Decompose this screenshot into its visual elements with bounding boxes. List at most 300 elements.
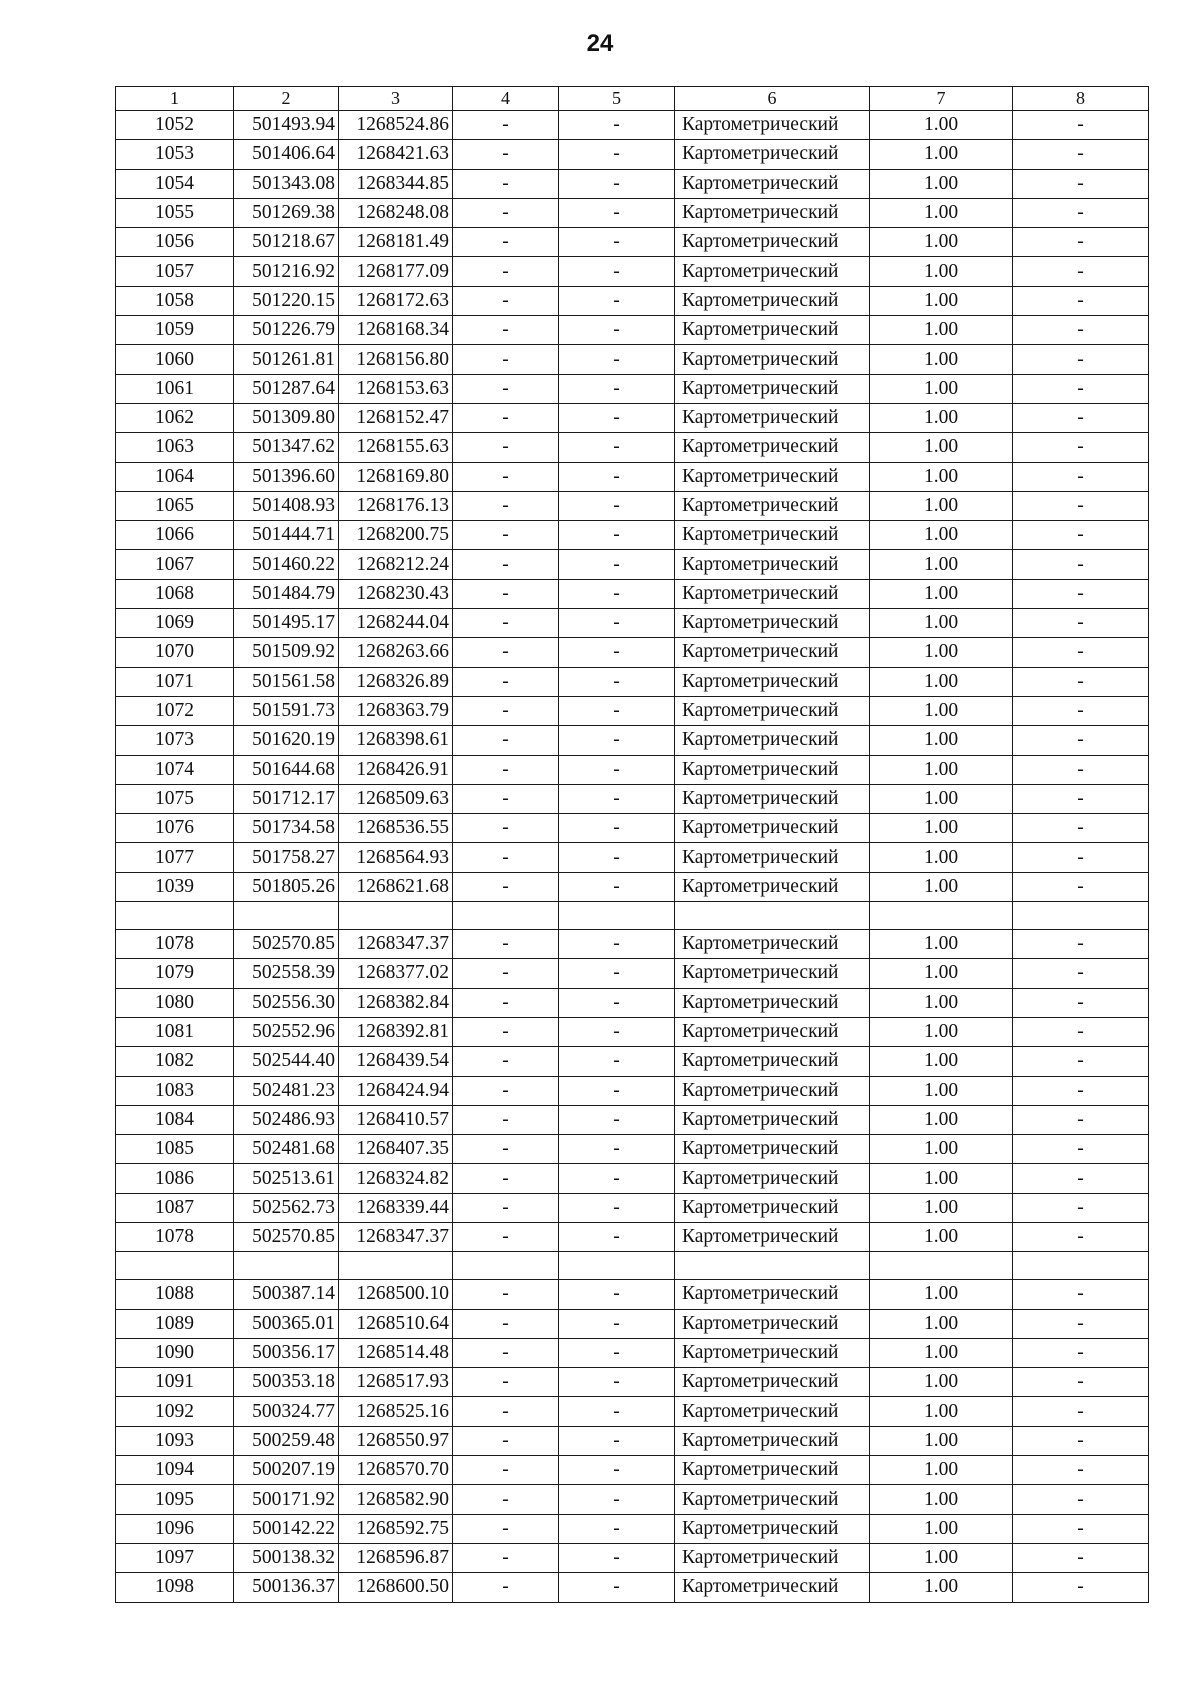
col-4-cell: -	[453, 1514, 559, 1543]
coord-y-cell: 1268363.79	[339, 696, 453, 725]
coord-x-cell: 501712.17	[234, 784, 339, 813]
coord-y-cell: 1268424.94	[339, 1076, 453, 1105]
col-5-cell: -	[559, 1514, 675, 1543]
column-header: 8	[1013, 87, 1149, 111]
col-8-cell	[1013, 902, 1149, 930]
table-row	[116, 1309, 1149, 1338]
col-8-cell: -	[1013, 257, 1149, 286]
table-row	[116, 814, 1149, 843]
col-4-cell: -	[453, 930, 559, 959]
coord-y-cell: 1268230.43	[339, 579, 453, 608]
method-cell: Картометрический	[675, 1135, 870, 1164]
point-number-cell: 1078	[116, 930, 234, 959]
accuracy-cell: 1.00	[870, 726, 1013, 755]
accuracy-cell: 1.00	[870, 1338, 1013, 1367]
table-row	[116, 1076, 1149, 1105]
coord-y-cell: 1268181.49	[339, 228, 453, 257]
col-4-cell: -	[453, 959, 559, 988]
coord-x-cell: 501493.94	[234, 111, 339, 140]
coord-y-cell: 1268377.02	[339, 959, 453, 988]
table-row	[116, 374, 1149, 403]
col-4-cell: -	[453, 814, 559, 843]
table-row	[116, 1397, 1149, 1426]
coord-y-cell: 1268517.93	[339, 1368, 453, 1397]
col-8-cell: -	[1013, 462, 1149, 491]
accuracy-cell: 1.00	[870, 814, 1013, 843]
table-row	[116, 696, 1149, 725]
point-number-cell: 1056	[116, 228, 234, 257]
col-8-cell: -	[1013, 1573, 1149, 1602]
accuracy-cell	[870, 902, 1013, 930]
method-cell: Картометрический	[675, 755, 870, 784]
col-4-cell: -	[453, 1338, 559, 1367]
col-8-cell: -	[1013, 403, 1149, 432]
col-5-cell: -	[559, 1280, 675, 1309]
coord-y-cell: 1268536.55	[339, 814, 453, 843]
col-5-cell: -	[559, 1338, 675, 1367]
table-row	[116, 345, 1149, 374]
col-5-cell: -	[559, 959, 675, 988]
col-5-cell: -	[559, 726, 675, 755]
col-4-cell: -	[453, 433, 559, 462]
coord-x-cell: 501805.26	[234, 872, 339, 901]
col-5-cell: -	[559, 1222, 675, 1251]
coord-x-cell: 501495.17	[234, 609, 339, 638]
col-5-cell: -	[559, 1193, 675, 1222]
col-5-cell: -	[559, 228, 675, 257]
point-number-cell: 1060	[116, 345, 234, 374]
point-number-cell: 1087	[116, 1193, 234, 1222]
col-5-cell: -	[559, 521, 675, 550]
coord-y-cell: 1268570.70	[339, 1456, 453, 1485]
col-8-cell: -	[1013, 198, 1149, 227]
col-8-cell: -	[1013, 1397, 1149, 1426]
table-row	[116, 316, 1149, 345]
col-5-cell: -	[559, 198, 675, 227]
method-cell: Картометрический	[675, 726, 870, 755]
coord-x-cell: 501620.19	[234, 726, 339, 755]
col-5-cell: -	[559, 1309, 675, 1338]
accuracy-cell: 1.00	[870, 1573, 1013, 1602]
col-8-cell: -	[1013, 609, 1149, 638]
point-number-cell: 1073	[116, 726, 234, 755]
method-cell: Картометрический	[675, 1485, 870, 1514]
col-8-cell: -	[1013, 1485, 1149, 1514]
col-4-cell: -	[453, 1485, 559, 1514]
col-5-cell: -	[559, 1047, 675, 1076]
col-5-cell: -	[559, 491, 675, 520]
col-4-cell: -	[453, 609, 559, 638]
method-cell: Картометрический	[675, 1456, 870, 1485]
point-number-cell: 1057	[116, 257, 234, 286]
point-number-cell: 1094	[116, 1456, 234, 1485]
point-number-cell: 1062	[116, 403, 234, 432]
point-number-cell: 1053	[116, 140, 234, 169]
accuracy-cell: 1.00	[870, 462, 1013, 491]
method-cell	[675, 1252, 870, 1280]
col-4-cell: -	[453, 286, 559, 315]
column-header: 4	[453, 87, 559, 111]
col-5-cell: -	[559, 550, 675, 579]
col-4-cell: -	[453, 345, 559, 374]
table-row	[116, 959, 1149, 988]
table-row	[116, 755, 1149, 784]
accuracy-cell: 1.00	[870, 1456, 1013, 1485]
table-row	[116, 988, 1149, 1017]
coord-y-cell: 1268550.97	[339, 1426, 453, 1455]
table-row	[116, 1105, 1149, 1134]
col-8-cell: -	[1013, 169, 1149, 198]
method-cell: Картометрический	[675, 403, 870, 432]
col-8-cell: -	[1013, 1543, 1149, 1572]
point-number-cell: 1080	[116, 988, 234, 1017]
point-number-cell: 1054	[116, 169, 234, 198]
col-4-cell: -	[453, 1105, 559, 1134]
coord-x-cell: 500138.32	[234, 1543, 339, 1572]
coord-x-cell: 501509.92	[234, 638, 339, 667]
accuracy-cell: 1.00	[870, 1164, 1013, 1193]
col-5-cell: -	[559, 755, 675, 784]
point-number-cell: 1059	[116, 316, 234, 345]
coord-y-cell: 1268248.08	[339, 198, 453, 227]
coord-y-cell: 1268212.24	[339, 550, 453, 579]
table-row	[116, 403, 1149, 432]
accuracy-cell	[870, 1252, 1013, 1280]
col-8-cell: -	[1013, 1193, 1149, 1222]
accuracy-cell: 1.00	[870, 1309, 1013, 1338]
col-8-cell: -	[1013, 1426, 1149, 1455]
col-5-cell: -	[559, 843, 675, 872]
method-cell: Картометрический	[675, 1017, 870, 1046]
coord-x-cell: 501226.79	[234, 316, 339, 345]
coord-x-cell: 502513.61	[234, 1164, 339, 1193]
method-cell: Картометрический	[675, 521, 870, 550]
coord-y-cell: 1268263.66	[339, 638, 453, 667]
col-4-cell: -	[453, 696, 559, 725]
col-8-cell: -	[1013, 374, 1149, 403]
table-row	[116, 1338, 1149, 1367]
col-5-cell: -	[559, 316, 675, 345]
accuracy-cell: 1.00	[870, 930, 1013, 959]
accuracy-cell: 1.00	[870, 316, 1013, 345]
col-4-cell: -	[453, 1456, 559, 1485]
col-4-cell: -	[453, 1135, 559, 1164]
accuracy-cell: 1.00	[870, 1368, 1013, 1397]
coord-y-cell: 1268168.34	[339, 316, 453, 345]
col-8-cell: -	[1013, 111, 1149, 140]
col-4-cell: -	[453, 1397, 559, 1426]
method-cell: Картометрический	[675, 638, 870, 667]
col-5-cell: -	[559, 872, 675, 901]
col-4-cell: -	[453, 1193, 559, 1222]
table-row	[116, 1368, 1149, 1397]
col-4-cell: -	[453, 726, 559, 755]
point-number-cell: 1088	[116, 1280, 234, 1309]
table-row	[116, 609, 1149, 638]
col-4-cell: -	[453, 550, 559, 579]
point-number-cell: 1098	[116, 1573, 234, 1602]
method-cell: Картометрический	[675, 169, 870, 198]
method-cell	[675, 902, 870, 930]
separator-row	[116, 902, 1149, 930]
coord-y-cell: 1268564.93	[339, 843, 453, 872]
point-number-cell: 1077	[116, 843, 234, 872]
coord-x-cell: 502570.85	[234, 930, 339, 959]
col-8-cell: -	[1013, 1309, 1149, 1338]
point-number-cell: 1052	[116, 111, 234, 140]
table-row	[116, 140, 1149, 169]
col-8-cell: -	[1013, 814, 1149, 843]
method-cell: Картометрический	[675, 1280, 870, 1309]
coord-y-cell: 1268439.54	[339, 1047, 453, 1076]
coord-x-cell: 501460.22	[234, 550, 339, 579]
point-number-cell: 1079	[116, 959, 234, 988]
coord-x-cell: 501216.92	[234, 257, 339, 286]
col-5-cell: -	[559, 345, 675, 374]
accuracy-cell: 1.00	[870, 609, 1013, 638]
accuracy-cell: 1.00	[870, 784, 1013, 813]
accuracy-cell: 1.00	[870, 696, 1013, 725]
accuracy-cell: 1.00	[870, 579, 1013, 608]
method-cell: Картометрический	[675, 609, 870, 638]
col-4-cell: -	[453, 784, 559, 813]
point-number-cell: 1055	[116, 198, 234, 227]
coord-x-cell: 501287.64	[234, 374, 339, 403]
table-row	[116, 462, 1149, 491]
table-row	[116, 1456, 1149, 1485]
coord-x-cell: 502556.30	[234, 988, 339, 1017]
col-5-cell: -	[559, 140, 675, 169]
accuracy-cell: 1.00	[870, 1426, 1013, 1455]
table-row	[116, 1514, 1149, 1543]
method-cell: Картометрический	[675, 814, 870, 843]
point-number-cell: 1082	[116, 1047, 234, 1076]
col-5-cell: -	[559, 403, 675, 432]
method-cell: Картометрический	[675, 550, 870, 579]
method-cell: Картометрический	[675, 959, 870, 988]
point-number-cell: 1063	[116, 433, 234, 462]
accuracy-cell: 1.00	[870, 667, 1013, 696]
point-number-cell	[116, 902, 234, 930]
col-8-cell: -	[1013, 1105, 1149, 1134]
col-5-cell: -	[559, 169, 675, 198]
method-cell: Картометрический	[675, 1426, 870, 1455]
col-4-cell: -	[453, 667, 559, 696]
col-4-cell: -	[453, 1222, 559, 1251]
point-number-cell: 1066	[116, 521, 234, 550]
coord-x-cell: 501347.62	[234, 433, 339, 462]
table-row	[116, 1280, 1149, 1309]
table-row	[116, 1543, 1149, 1572]
table-row	[116, 286, 1149, 315]
col-8-cell: -	[1013, 1017, 1149, 1046]
col-8-cell: -	[1013, 140, 1149, 169]
col-4-cell: -	[453, 257, 559, 286]
table-row	[116, 1135, 1149, 1164]
accuracy-cell: 1.00	[870, 140, 1013, 169]
col-8-cell: -	[1013, 286, 1149, 315]
method-cell: Картометрический	[675, 1047, 870, 1076]
col-8-cell: -	[1013, 696, 1149, 725]
col-5-cell: -	[559, 784, 675, 813]
coord-y-cell: 1268244.04	[339, 609, 453, 638]
method-cell: Картометрический	[675, 111, 870, 140]
accuracy-cell: 1.00	[870, 403, 1013, 432]
accuracy-cell: 1.00	[870, 1105, 1013, 1134]
coord-x-cell: 501261.81	[234, 345, 339, 374]
col-8-cell: -	[1013, 667, 1149, 696]
coord-x-cell: 500259.48	[234, 1426, 339, 1455]
method-cell: Картометрический	[675, 1514, 870, 1543]
point-number-cell: 1058	[116, 286, 234, 315]
coord-y-cell: 1268621.68	[339, 872, 453, 901]
column-header: 7	[870, 87, 1013, 111]
table-row	[116, 169, 1149, 198]
col-4-cell: -	[453, 228, 559, 257]
coord-y-cell: 1268176.13	[339, 491, 453, 520]
col-8-cell: -	[1013, 433, 1149, 462]
col-4-cell: -	[453, 198, 559, 227]
method-cell: Картометрический	[675, 1543, 870, 1572]
point-number-cell: 1081	[116, 1017, 234, 1046]
accuracy-cell: 1.00	[870, 1514, 1013, 1543]
table-row	[116, 843, 1149, 872]
table-row	[116, 1193, 1149, 1222]
coord-x-cell: 502552.96	[234, 1017, 339, 1046]
point-number-cell: 1078	[116, 1222, 234, 1251]
coord-y-cell: 1268596.87	[339, 1543, 453, 1572]
coord-y-cell: 1268582.90	[339, 1485, 453, 1514]
coord-y-cell: 1268382.84	[339, 988, 453, 1017]
accuracy-cell: 1.00	[870, 521, 1013, 550]
coord-x-cell: 501343.08	[234, 169, 339, 198]
coord-x-cell: 501484.79	[234, 579, 339, 608]
coord-y-cell: 1268153.63	[339, 374, 453, 403]
coord-x-cell	[234, 902, 339, 930]
coord-x-cell: 501644.68	[234, 755, 339, 784]
coord-y-cell: 1268500.10	[339, 1280, 453, 1309]
point-number-cell: 1090	[116, 1338, 234, 1367]
coord-y-cell: 1268410.57	[339, 1105, 453, 1134]
coord-y-cell: 1268156.80	[339, 345, 453, 374]
point-number-cell: 1084	[116, 1105, 234, 1134]
col-8-cell: -	[1013, 1135, 1149, 1164]
coord-y-cell: 1268326.89	[339, 667, 453, 696]
col-5-cell: -	[559, 374, 675, 403]
col-5-cell: -	[559, 930, 675, 959]
coord-x-cell: 500142.22	[234, 1514, 339, 1543]
accuracy-cell: 1.00	[870, 1397, 1013, 1426]
point-number-cell: 1075	[116, 784, 234, 813]
coord-x-cell: 501444.71	[234, 521, 339, 550]
col-4-cell: -	[453, 872, 559, 901]
method-cell: Картометрический	[675, 784, 870, 813]
point-number-cell: 1085	[116, 1135, 234, 1164]
col-5-cell: -	[559, 286, 675, 315]
col-5-cell: -	[559, 696, 675, 725]
col-4-cell: -	[453, 1076, 559, 1105]
method-cell: Картометрический	[675, 579, 870, 608]
table-row	[116, 491, 1149, 520]
coord-x-cell: 501220.15	[234, 286, 339, 315]
point-number-cell: 1089	[116, 1309, 234, 1338]
col-8-cell: -	[1013, 1456, 1149, 1485]
col-8-cell: -	[1013, 1514, 1149, 1543]
point-number-cell: 1086	[116, 1164, 234, 1193]
coord-x-cell: 502544.40	[234, 1047, 339, 1076]
column-header: 5	[559, 87, 675, 111]
coord-y-cell	[339, 902, 453, 930]
coord-y-cell: 1268177.09	[339, 257, 453, 286]
col-5-cell: -	[559, 257, 675, 286]
accuracy-cell: 1.00	[870, 257, 1013, 286]
coord-x-cell: 501406.64	[234, 140, 339, 169]
col-8-cell: -	[1013, 959, 1149, 988]
col-8-cell: -	[1013, 316, 1149, 345]
coord-x-cell: 502570.85	[234, 1222, 339, 1251]
table-row	[116, 667, 1149, 696]
col-5-cell: -	[559, 1076, 675, 1105]
col-4-cell: -	[453, 169, 559, 198]
coord-y-cell: 1268600.50	[339, 1573, 453, 1602]
table-row	[116, 521, 1149, 550]
col-8-cell: -	[1013, 1076, 1149, 1105]
table-row	[116, 198, 1149, 227]
point-number-cell: 1071	[116, 667, 234, 696]
col-4-cell: -	[453, 1017, 559, 1046]
accuracy-cell: 1.00	[870, 755, 1013, 784]
coord-x-cell: 500353.18	[234, 1368, 339, 1397]
point-number-cell: 1064	[116, 462, 234, 491]
point-number-cell: 1093	[116, 1426, 234, 1455]
table-row	[116, 257, 1149, 286]
accuracy-cell: 1.00	[870, 433, 1013, 462]
coord-y-cell: 1268169.80	[339, 462, 453, 491]
col-4-cell: -	[453, 1543, 559, 1572]
point-number-cell: 1072	[116, 696, 234, 725]
coord-x-cell: 502486.93	[234, 1105, 339, 1134]
col-4-cell: -	[453, 1280, 559, 1309]
col-5-cell: -	[559, 579, 675, 608]
method-cell: Картометрический	[675, 491, 870, 520]
coord-x-cell: 501734.58	[234, 814, 339, 843]
coord-y-cell: 1268347.37	[339, 930, 453, 959]
method-cell: Картометрический	[675, 462, 870, 491]
col-5-cell: -	[559, 1485, 675, 1514]
coord-y-cell: 1268200.75	[339, 521, 453, 550]
coord-x-cell: 500324.77	[234, 1397, 339, 1426]
page-number: 24	[586, 30, 614, 57]
coord-y-cell: 1268592.75	[339, 1514, 453, 1543]
col-5-cell	[559, 1252, 675, 1280]
table-row	[116, 1222, 1149, 1251]
coord-x-cell: 502562.73	[234, 1193, 339, 1222]
coord-y-cell: 1268172.63	[339, 286, 453, 315]
col-8-cell: -	[1013, 521, 1149, 550]
method-cell: Картометрический	[675, 1309, 870, 1338]
accuracy-cell: 1.00	[870, 1017, 1013, 1046]
coord-y-cell: 1268407.35	[339, 1135, 453, 1164]
method-cell: Картометрический	[675, 286, 870, 315]
point-number-cell: 1067	[116, 550, 234, 579]
coord-x-cell: 500207.19	[234, 1456, 339, 1485]
col-4-cell: -	[453, 521, 559, 550]
table-row	[116, 784, 1149, 813]
coord-y-cell: 1268514.48	[339, 1338, 453, 1367]
col-5-cell: -	[559, 988, 675, 1017]
accuracy-cell: 1.00	[870, 169, 1013, 198]
col-4-cell: -	[453, 111, 559, 140]
